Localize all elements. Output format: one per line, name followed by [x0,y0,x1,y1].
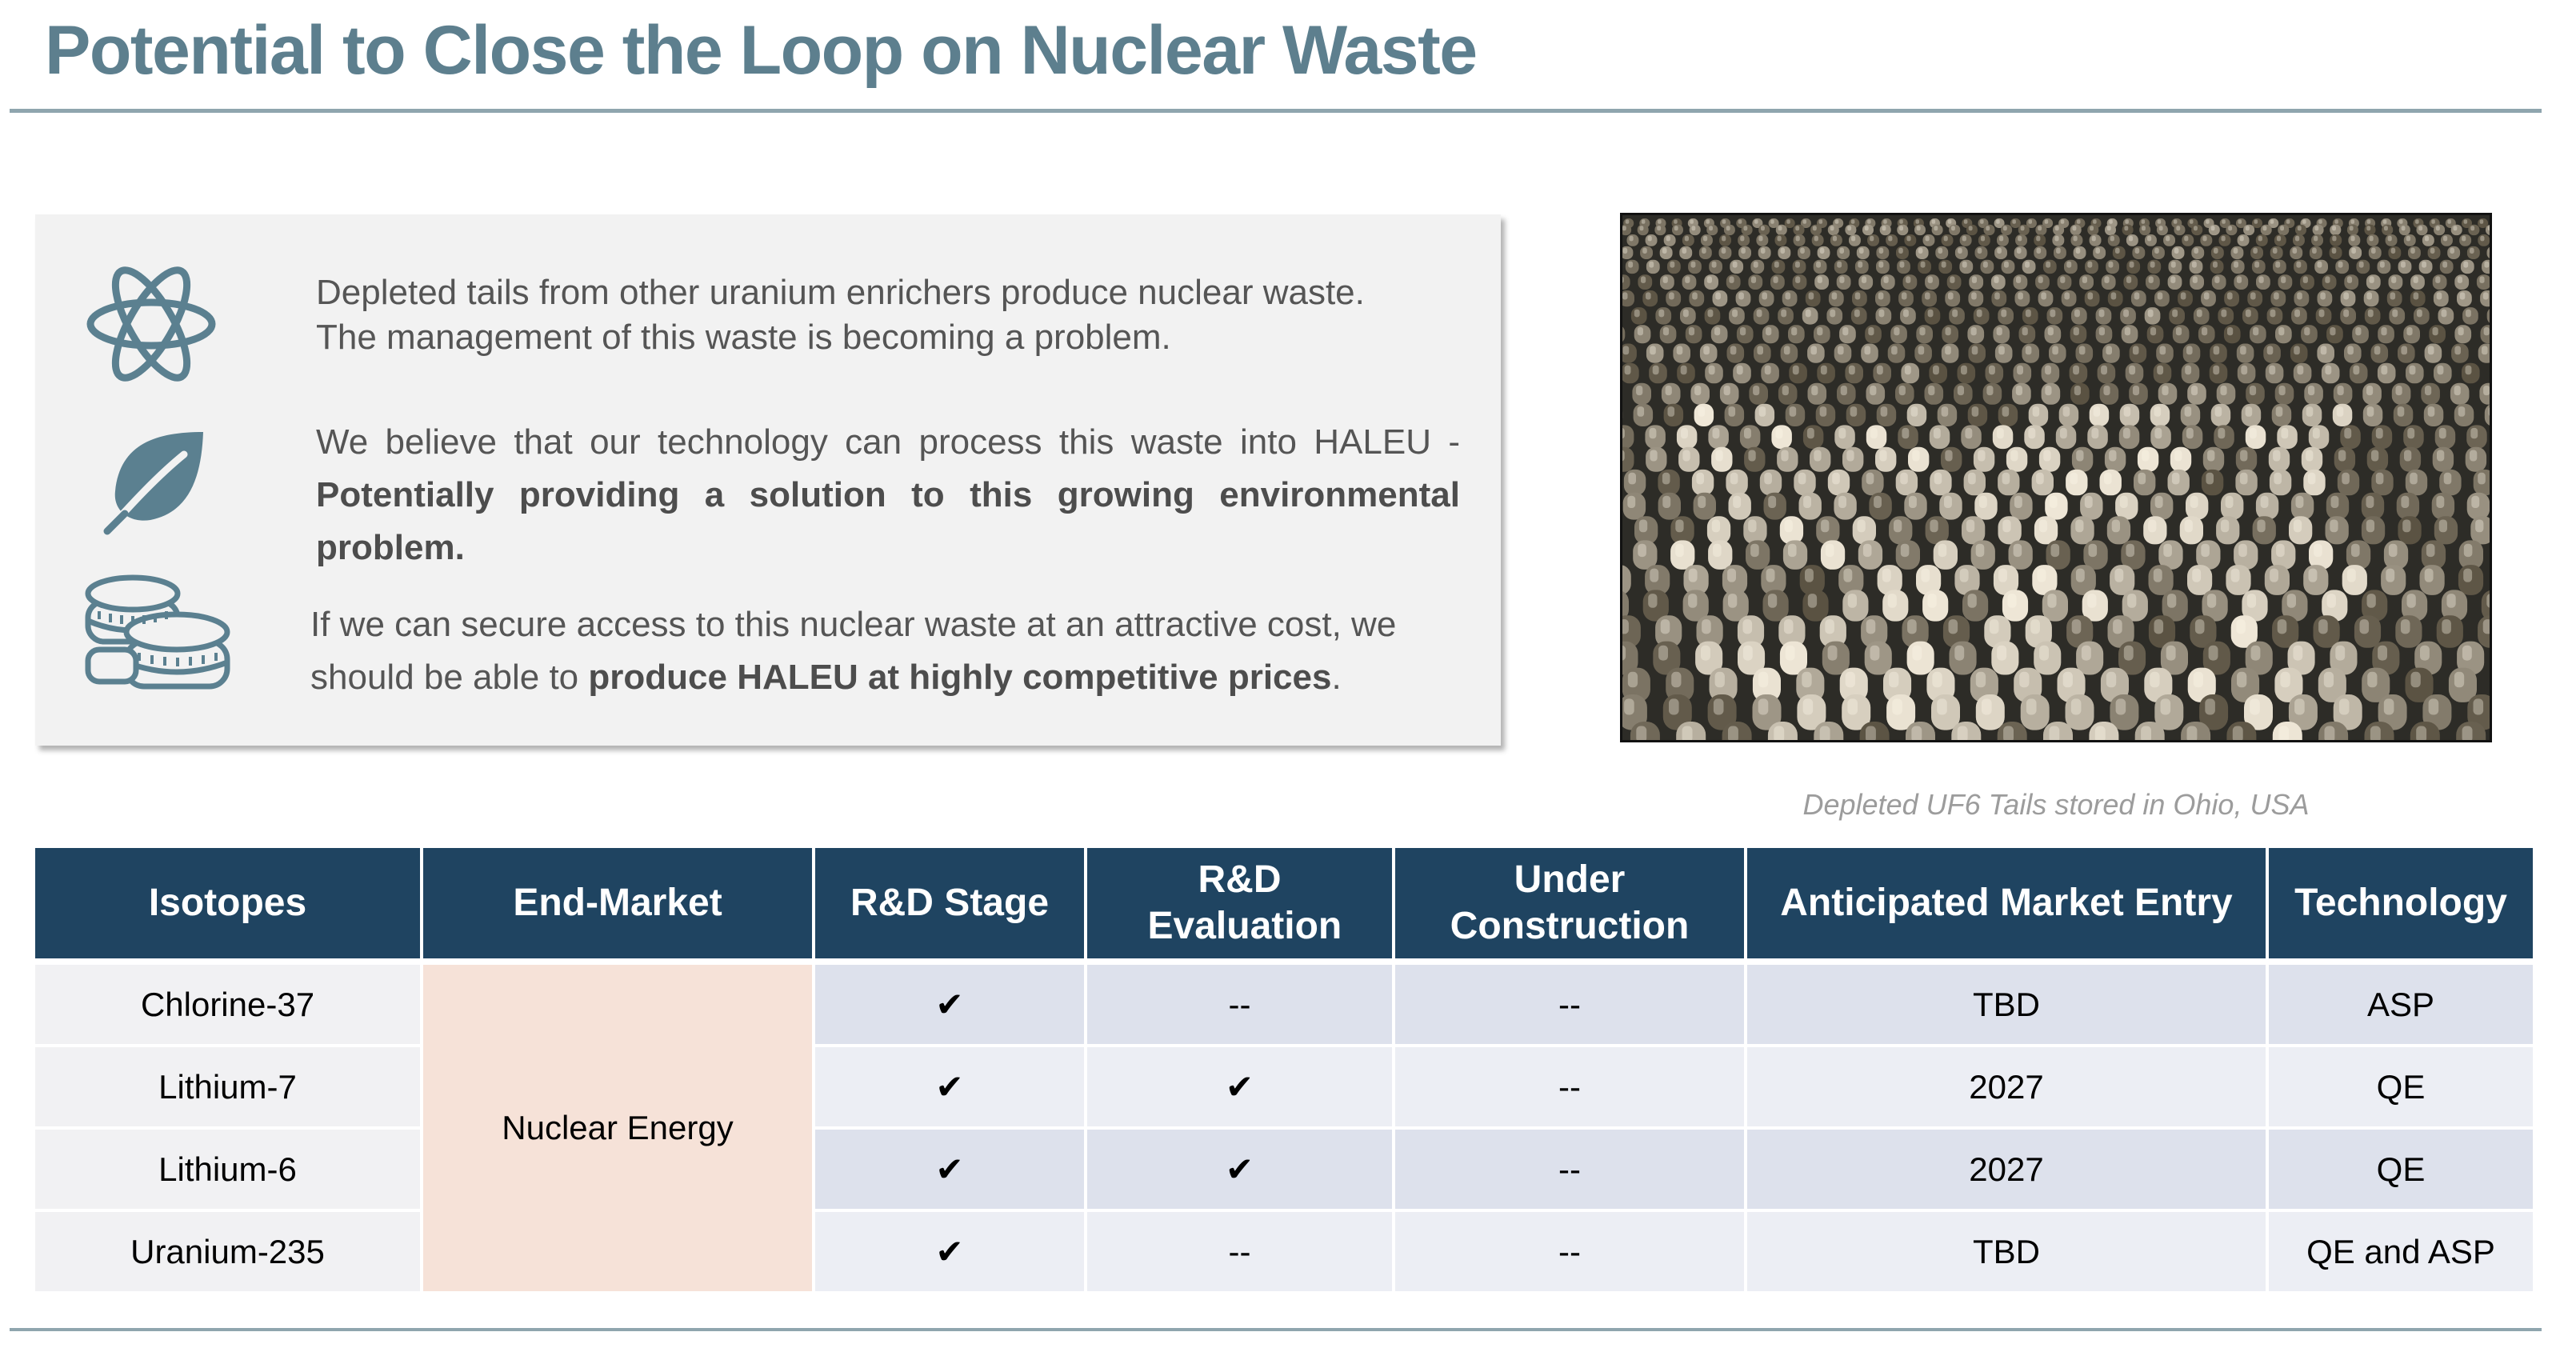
coins-icon [83,573,235,701]
atom-icon [83,256,219,392]
market-entry-cell: 2027 [1746,1128,2267,1210]
end-market-cell: Nuclear Energy [422,962,814,1291]
footer-divider [10,1328,2542,1331]
isotope-cell: Chlorine-37 [35,962,422,1046]
isotope-cell: Lithium-6 [35,1128,422,1210]
cylinders-image [1622,215,2490,740]
market-entry-cell: TBD [1746,962,2267,1046]
under-construction-cell: -- [1394,962,1746,1046]
photo-caption: Depleted UF6 Tails stored in Ohio, USA [1802,788,2310,821]
header-technology: Technology [2267,848,2533,962]
rd-evaluation-cell: -- [1086,1210,1394,1291]
rd-stage-cell: ✔ [814,1128,1086,1210]
isotopes-table [35,848,2533,1291]
waste-problem-text [316,270,1452,360]
rd-stage-cell: ✔ [814,1210,1086,1291]
isotope-cell: Lithium-7 [35,1046,422,1128]
technology-solution-bold: Potentially providing a solution to this growing environmental problem. [316,475,1460,567]
market-entry-cell: 2027 [1746,1046,2267,1128]
technology-cell: ASP [2267,962,2533,1046]
technology-solution-normal: We believe that our technology can process this waste into HALEU - [316,422,1460,462]
page-title: Potential to Close the Loop on Nuclear Waste [45,12,1477,89]
header-rd-stage: R&D Stage [814,848,1086,962]
uf6-cylinders-photo [1620,213,2492,742]
table-row [35,962,2533,1046]
table-row [35,1046,2533,1128]
under-construction-cell: -- [1394,1128,1746,1210]
rd-evaluation-cell: -- [1086,962,1394,1046]
header-rd-evaluation-text: R&D Evaluation [1147,858,1342,947]
under-construction-cell: -- [1394,1210,1746,1291]
table-row [35,1210,2533,1291]
technology-cell: QE [2267,1046,2533,1128]
header-rd-evaluation [1086,848,1394,962]
rd-evaluation-cell: ✔ [1086,1128,1394,1210]
market-entry-cell: TBD [1746,1210,2267,1291]
rd-evaluation-cell: ✔ [1086,1046,1394,1128]
header-market-entry: Anticipated Market Entry [1746,848,2267,962]
technology-solution-text [316,416,1460,574]
header-under-construction [1394,848,1746,962]
cost-advantage-bold: produce HALEU at highly competitive prices [588,658,1332,697]
isotope-cell: Uranium-235 [35,1210,422,1291]
rd-stage-cell: ✔ [814,962,1086,1046]
rd-stage-cell: ✔ [814,1046,1086,1128]
table-row [35,1128,2533,1210]
technology-cell: QE and ASP [2267,1210,2533,1291]
header-end-market: End-Market [422,848,814,962]
table-header-row [35,848,2533,962]
header-under-construction-text: Under Construction [1450,858,1690,947]
leaf-icon [101,426,213,538]
cost-advantage-text [310,598,1462,704]
header-isotopes: Isotopes [35,848,422,962]
under-construction-cell: -- [1394,1046,1746,1128]
title-divider [10,109,2542,113]
cost-advantage-end: . [1331,658,1342,697]
cost-advantage-normal: If we can secure access to this nuclear waste at an attractive cost, we should be able to [310,605,1397,697]
waste-problem-line-1: Depleted tails from other uranium enrichers produce nuclear waste. [316,273,1365,312]
technology-cell: QE [2267,1128,2533,1210]
waste-problem-line-2: The management of this waste is becoming a problem. [316,318,1171,357]
